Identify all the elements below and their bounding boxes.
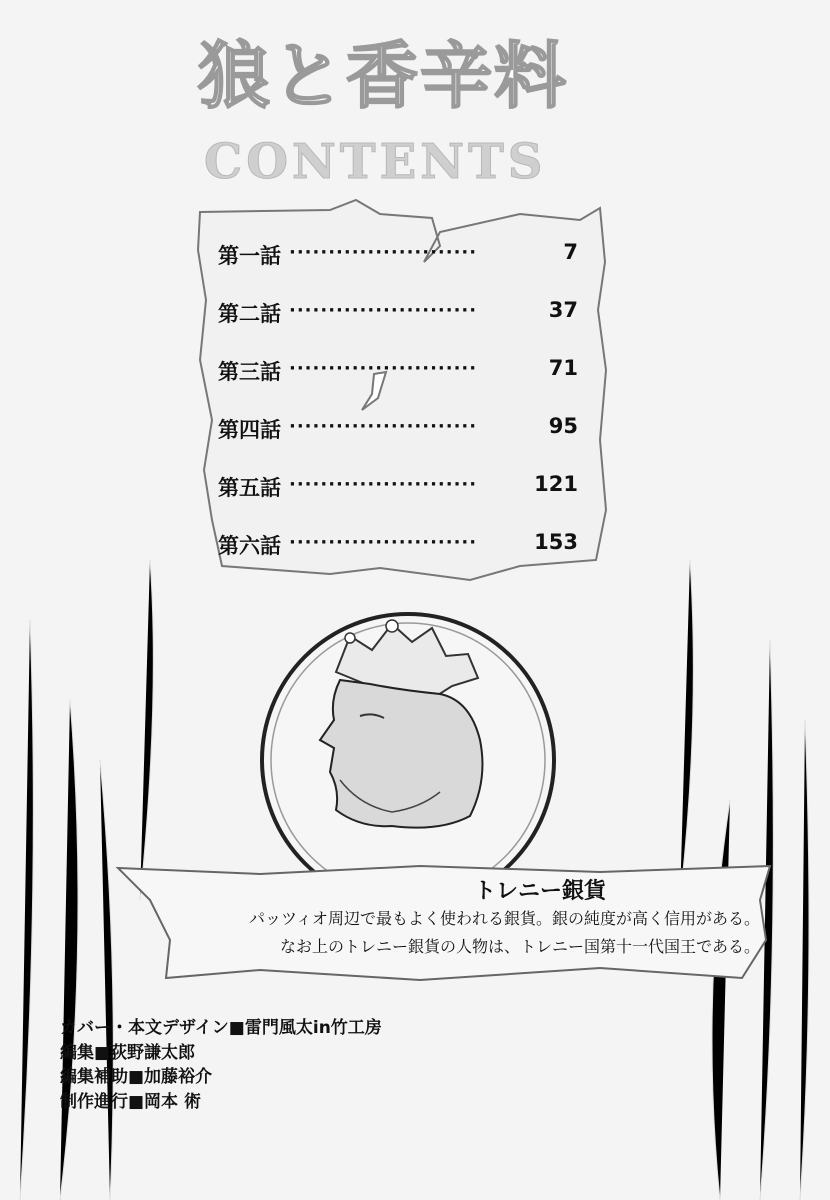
toc-leader-dots: ························ [289, 300, 478, 321]
toc-chapter-label: 第六話 [218, 534, 281, 558]
credit-line: 編集■荻野謙太郎 [60, 1042, 196, 1063]
toc-page-number: 121 [534, 472, 578, 496]
toc-chapter-label: 第一話 [218, 244, 281, 268]
table-of-contents [218, 240, 578, 588]
toc-page-number: 7 [563, 240, 578, 264]
toc-leader-dots: ························ [289, 474, 478, 495]
toc-chapter-label: 第五話 [218, 476, 281, 500]
coin-caption [170, 874, 760, 961]
toc-page-number: 153 [534, 530, 578, 554]
toc-chapter-label: 第二話 [218, 302, 281, 326]
toc-row[interactable] [218, 414, 578, 472]
toc-leader-dots: ························ [289, 416, 478, 437]
toc-page-number: 37 [548, 298, 578, 322]
credit-line: 編集補助■加藤裕介 [60, 1067, 213, 1087]
toc-leader-dots: ························ [289, 242, 478, 263]
toc-leader-dots: ························ [289, 532, 478, 553]
credit-line: 制作進行■岡本 術 [60, 1091, 201, 1112]
page-title: 狼と香辛料 [198, 34, 569, 118]
toc-row[interactable] [218, 472, 578, 530]
coin-caption-line: パッツィオ周辺で最もよく使われる銀貨。銀の純度が高く信用がある。 [248, 909, 760, 928]
toc-leader-dots: ························ [289, 358, 478, 379]
toc-row[interactable] [218, 240, 578, 298]
coin-caption-line: なお上のトレニー銀貨の人物は、トレニー国第十一代国王である。 [279, 937, 760, 956]
toc-chapter-label: 第四話 [218, 418, 281, 442]
toc-row[interactable] [218, 298, 578, 356]
toc-chapter-label: 第三話 [218, 360, 281, 384]
toc-row[interactable] [218, 356, 578, 414]
credits-block [60, 1016, 382, 1114]
toc-page-number: 71 [548, 356, 578, 380]
credit-line: カバー・本文デザイン■雷門風太in竹工房 [60, 1018, 382, 1038]
coin-caption-title: トレニー銀貨 [473, 879, 606, 904]
toc-page-number: 95 [548, 414, 578, 438]
contents-heading: CONTENTS [204, 134, 547, 190]
coin-illustration [262, 614, 554, 906]
toc-row[interactable] [218, 530, 578, 588]
